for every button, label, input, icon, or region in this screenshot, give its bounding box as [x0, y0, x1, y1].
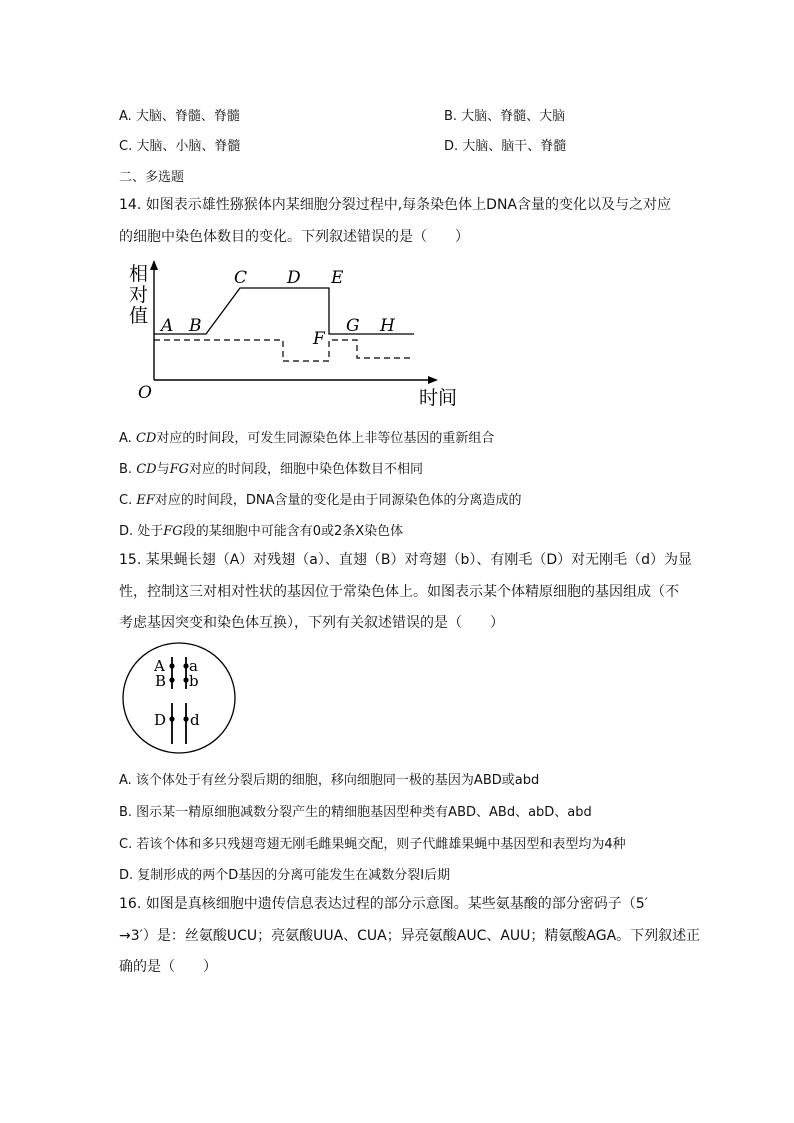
- locus-dot: [183, 716, 188, 721]
- q15-cell-figure: [121, 639, 239, 757]
- gene-label-b: b: [189, 672, 199, 690]
- point-label-c: C: [234, 268, 248, 288]
- q14-option-a: [119, 427, 494, 446]
- point-label-h: H: [380, 316, 395, 336]
- option-text: 段的某细胞中可能含有0或2条X染色体: [182, 524, 404, 539]
- point-label-f: F: [313, 329, 325, 349]
- point-label-d: D: [287, 268, 301, 288]
- locus-dot: [169, 677, 174, 682]
- q13-option-c: C. 大脑、小脑、脊髓: [119, 139, 241, 154]
- q13-option-d: D. 大脑、脑干、脊髓: [444, 139, 567, 154]
- locus-dot: [183, 663, 188, 668]
- section-title: 二、多选题: [119, 170, 185, 185]
- segment-label: CD: [135, 431, 157, 446]
- option-prefix: C.: [119, 493, 137, 508]
- option-prefix: A.: [119, 431, 136, 446]
- cell-membrane: [123, 643, 235, 753]
- gene-label-D: D: [154, 711, 167, 729]
- y-axis-arrow-icon: [150, 260, 158, 270]
- option-text: 与: [156, 462, 170, 477]
- x-axis-arrow-icon: [428, 376, 438, 384]
- y-axis-label-char-3: 值: [129, 305, 149, 327]
- q13-option-b: B. 大脑、脊髓、大脑: [444, 109, 566, 124]
- y-axis-label-char-1: 相: [129, 263, 149, 285]
- q16-stem-line3: 确的是（ ）: [119, 959, 217, 975]
- option-prefix: B.: [119, 462, 137, 477]
- q14-figure: [118, 258, 468, 410]
- chromosome-number-line: [154, 340, 414, 361]
- q14-stem-line2: 的细胞中染色体数目的变化。下列叙述错误的是（ ）: [119, 229, 469, 245]
- option-text: 对应的时间段，细胞中染色体数目不相同: [188, 462, 423, 477]
- option-prefix: D. 处于: [119, 524, 164, 539]
- gene-label-B: B: [155, 672, 167, 690]
- gene-label-A: A: [154, 657, 165, 675]
- point-label-a: A: [161, 316, 174, 336]
- origin-label: O: [138, 383, 152, 403]
- q15-stem-line2: 性，控制这三对相对性状的基因位于常染色体上。如图表示某个体精原细胞的基因组成（不: [119, 584, 679, 600]
- q16-stem-line1: 16. 如图是真核细胞中遗传信息表达过程的部分示意图。某些氨基酸的部分密码子（5′: [119, 896, 648, 912]
- q14-option-b: [119, 458, 423, 477]
- q13-option-a: A. 大脑、脊髓、脊髓: [119, 109, 240, 124]
- point-label-g: G: [346, 316, 360, 336]
- segment-label: FG: [169, 462, 189, 477]
- q15-option-b: B. 图示某一精原细胞减数分裂产生的精细胞基因型种类有ABD、ABd、abD、abd: [119, 805, 592, 820]
- q15-stem-line3: 考虑基因突变和染色体互换），下列有关叙述错误的是（ ）: [119, 615, 504, 631]
- q14-stem-line1: 14. 如图表示雄性猕猴体内某细胞分裂过程中,每条染色体上DNA含量的变化以及与之对应: [119, 197, 671, 213]
- option-text: 对应的时间段，可发生同源染色体上非等位基因的重新组合: [156, 431, 495, 446]
- q16-stem-line2: →3′）是：丝氨酸UCU；亮氨酸UUA、CUA；异亮氨酸AUC、AUU；精氨酸AGA。下列叙述正: [119, 928, 701, 944]
- gene-label-a: a: [189, 657, 198, 675]
- option-text: 对应的时间段，DNA含量的变化是由于同源染色体的分离造成的: [154, 493, 522, 508]
- segment-label: FG: [163, 524, 183, 539]
- q15-option-d: D. 复制形成的两个D基因的分离可能发生在减数分裂Ⅰ后期: [119, 868, 451, 883]
- y-axis-label-char-2: 对: [129, 284, 149, 306]
- q14-option-c: [119, 489, 522, 508]
- segment-label: CD: [136, 462, 157, 477]
- x-axis-label: 时间: [419, 387, 458, 409]
- locus-dot: [169, 663, 174, 668]
- q15-option-a: A. 该个体处于有丝分裂后期的细胞，移向细胞同一极的基因为ABD或abd: [119, 773, 540, 788]
- segment-label: EF: [136, 493, 155, 508]
- locus-dot: [169, 716, 174, 721]
- q14-option-d: [119, 520, 403, 539]
- q15-stem-line1: 15. 某果蝇长翅（A）对残翅（a）、直翅（B）对弯翅（b）、有刚毛（D）对无刚毛（d）为显: [119, 552, 693, 568]
- point-label-e: E: [331, 268, 344, 288]
- gene-label-d: d: [190, 711, 200, 729]
- q15-option-c: C. 若该个体和多只残翅弯翅无刚毛雌果蝇交配，则子代雌雄果蝇中基因型和表型均为4种: [119, 837, 626, 852]
- point-label-b: B: [189, 316, 202, 336]
- locus-dot: [183, 677, 188, 682]
